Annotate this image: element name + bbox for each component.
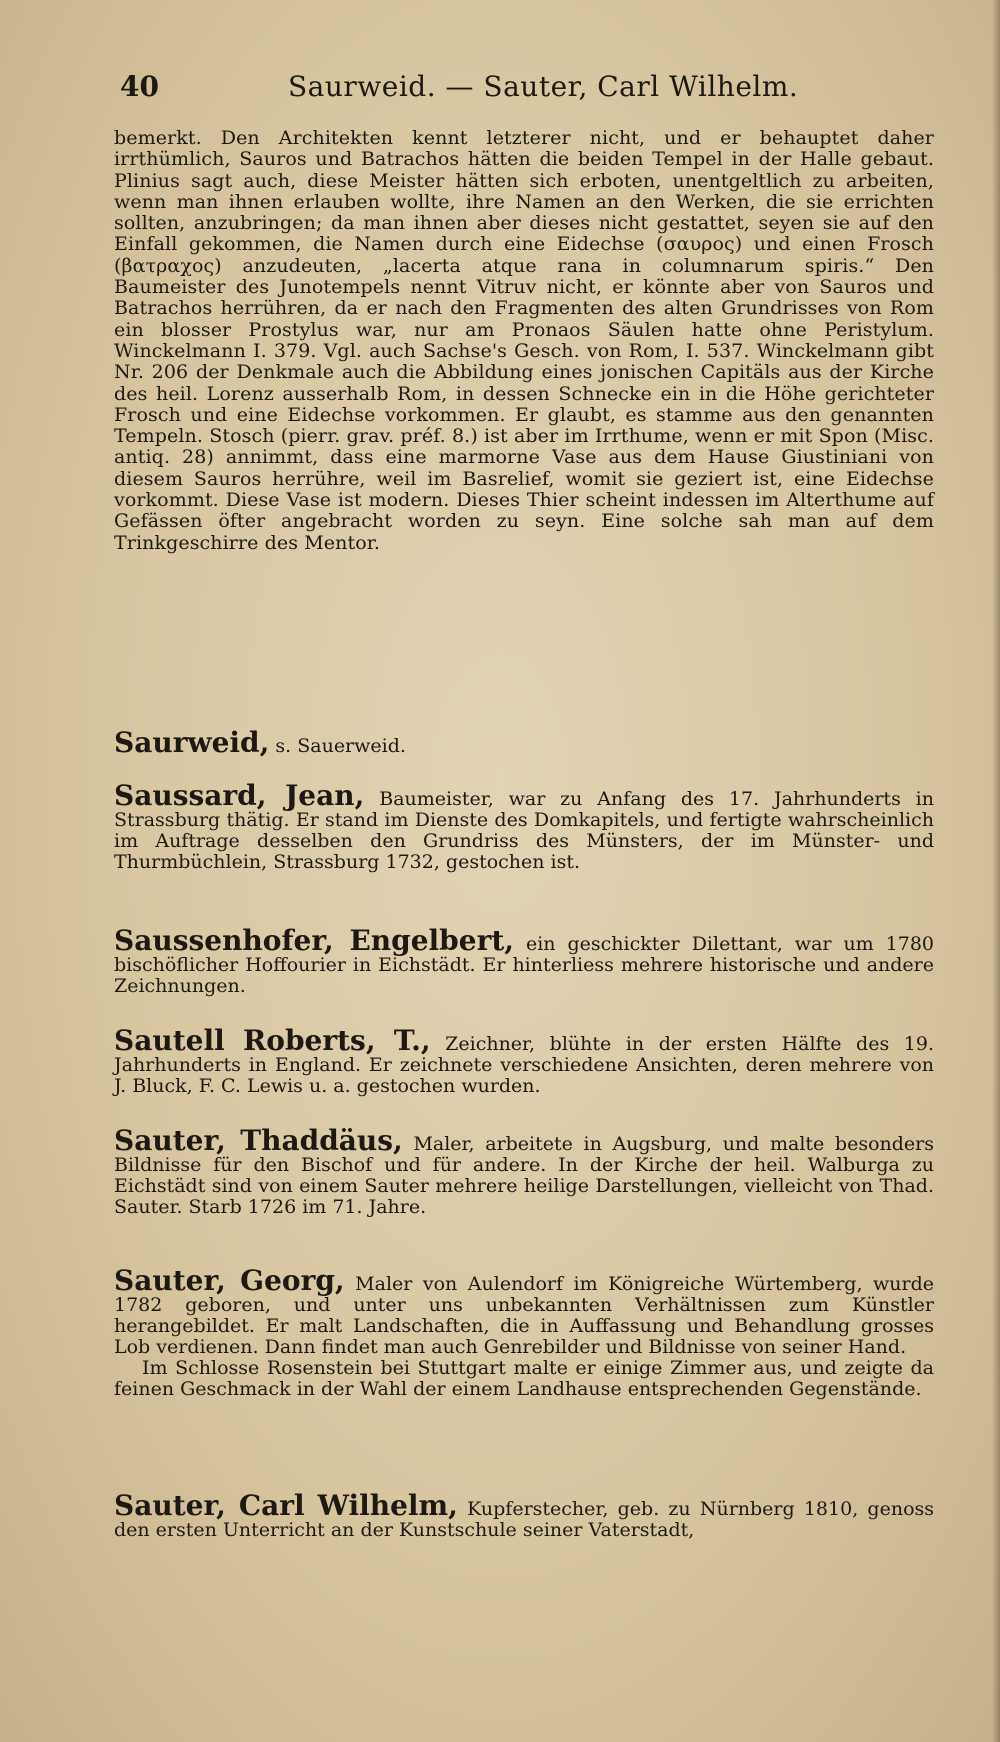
entry-text: Zeichner, blühte in der ersten Hälfte des 19. Jahrhunderts in England. Er zeichnete verschiedene Ansichten, deren mehrere von J. Bluck, F. C. Lewis u. a. gestochen wurden. bbox=[114, 1033, 934, 1097]
entry-headword: Sauter, Thaddäus, bbox=[114, 1124, 403, 1157]
entry-headword: Saussenhofer, Engelbert, bbox=[114, 924, 515, 957]
entry-text: Maler, arbeitete in Augsburg, und malte besonders Bildnisse für den Bischof und für andere. In der Kirche der heil. Walburga zu Eichstädt sind von einem Sauter mehrere heilige Darstellungen, vielleicht von Thad. Sauter. Starb 1726 im 71. Jahre. bbox=[114, 1133, 935, 1218]
entry-sauter-carl-wilhelm bbox=[114, 1489, 935, 1541]
entry-saurweid bbox=[114, 726, 934, 759]
entry-saussenhofer bbox=[114, 924, 935, 997]
page-header bbox=[120, 70, 900, 110]
page-number: 40 bbox=[120, 70, 159, 103]
entry-text: ein geschickter Dilettant, war um 1780 bischöflicher Hoffourier in Eichstädt. Er hinterliess mehrere historische und andere Zeichnungen. bbox=[114, 933, 935, 997]
entry-sauter-georg bbox=[114, 1264, 934, 1400]
continuation-text: bemerkt. Den Architekten kennt letzterer nicht, und er behauptet daher irrthümlich, Sauros und Batrachos hätten die beiden Tempel in der Halle gebaut. Plinius sagt auch, diese Meister hätten sich erboten, unentgeltlich zu arbeiten, wenn man ihnen erlauben wollte, ihre Namen an den Werken, die sie errichten sollten, anzubringen; da man ihnen aber dieses nicht gestattet, seyen sie auf den Einfall gekommen, die Namen durch eine Eidechse (σαυρος) und einen Frosch (βατραχος) anzudeuten, „lacerta atque rana in columnarum spiris.“ Den Baumeister des Junotempels nennt Vitruv nicht, er könnte aber von Sauros und Batrachos herrühren, da er nach den Fragmenten des alten Grundrisses von Rom ein blosser Prostylus war, nur am Pronaos Säulen hatte ohne Peristylum. Winckelmann I. 379. Vgl. auch Sachse's Gesch. von Rom, I. 537. Winckelmann gibt Nr. 206 der Denkmale auch die Abbildung eines jonischen Capitäls aus der Kirche des heil. Lorenz ausserhalb Rom, in dessen Schnecke ein in die Höhe gerichteter Frosch und eine Eidechse vorkommen. Er glaubt, es stamme aus den genannten Tempeln. Stosch (pierr. grav. préf. 8.) ist aber im Irrthume, wenn er mit Spon (Misc. antiq. 28) annimmt, dass eine marmorne Vase aus dem Hause Giustiniani von diesem Sauros herrühre, weil im Basrelief, womit sie geziert ist, eine Eidechse vorkommt. Diese Vase ist modern. Dieses Thier scheint indessen im Alterthume auf Gefässen öfter angebracht worden zu seyn. Eine solche sah man auf dem Trinkgeschirre des Mentor. bbox=[114, 127, 934, 554]
entry-text: s. Sauerweid. bbox=[275, 735, 406, 757]
entry-text: Maler von Aulendorf im Königreiche Würtemberg, wurde 1782 geboren, und unter uns unbekannten Verhältnissen zum Künstler herangebildet. Er malt Landschaften, die in Auffassung und Behandlung grosses Lob verdienen. Dann findet man auch Genrebilder und Bildnisse von seiner Hand. bbox=[114, 1273, 934, 1358]
entry-text: Kupferstecher, geb. zu Nürnberg 1810, genoss den ersten Unterricht an der Kunstschule seiner Vaterstadt, bbox=[114, 1498, 935, 1541]
entry-sautell-roberts bbox=[114, 1024, 934, 1097]
running-head: Saurweid. — Sauter, Carl Wilhelm. bbox=[288, 70, 799, 103]
entry-saussard bbox=[114, 779, 934, 873]
entry-text-continued: Im Schlosse Rosenstein bei Stuttgart malte er einige Zimmer aus, und zeigte da feinen Geschmack in der Wahl der einem Landhause entsprechenden Gegenstände. bbox=[114, 1357, 934, 1400]
entry-headword: Saurweid, bbox=[114, 726, 270, 759]
entry-headword: Saussard, Jean, bbox=[114, 779, 365, 812]
entry-headword: Sauter, Carl Wilhelm, bbox=[114, 1489, 458, 1522]
entry-text: Baumeister, war zu Anfang des 17. Jahrhunderts in Strassburg thätig. Er stand im Dienste des Domkapitels, und fertigte wahrscheinlich im Auftrage desselben den Grundriss des Münsters, der im Münster- und Thurmbüchlein, Strassburg 1732, gestochen ist. bbox=[114, 788, 934, 873]
entry-headword: Sauter, Georg, bbox=[114, 1264, 345, 1297]
entry-sauter-thaddaeus bbox=[114, 1124, 935, 1218]
entry-headword: Sautell Roberts, T., bbox=[114, 1024, 431, 1057]
continuation-block bbox=[114, 128, 934, 554]
